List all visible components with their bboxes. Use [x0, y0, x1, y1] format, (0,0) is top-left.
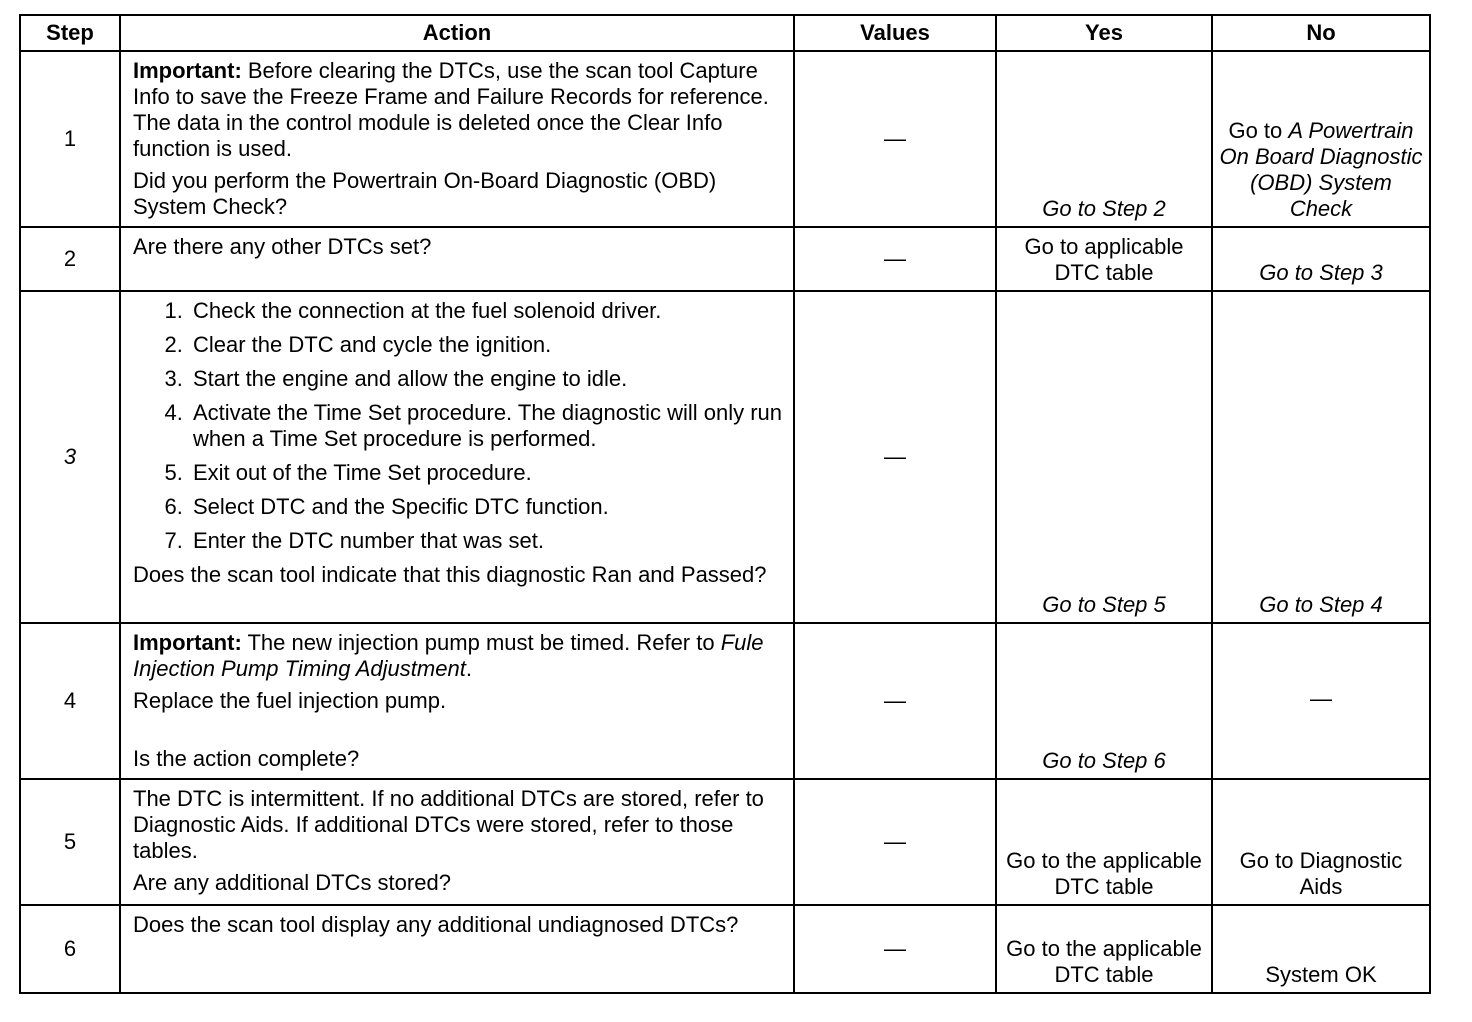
important-end: . [465, 656, 472, 681]
timing-adjustment-link[interactable]: Fule Injection Pump Timing Adjustment [133, 630, 764, 681]
values-cell: — [794, 227, 996, 291]
no-cell: Go to Step 4 [1212, 291, 1430, 623]
yes-cell: Go to Step 2 [996, 51, 1212, 227]
values-cell: — [794, 51, 996, 227]
action-question: Are any additional DTCs stored? [133, 870, 451, 895]
yes-cell: Go to the applicable DTC table [996, 905, 1212, 993]
table-row-step-3 [20, 291, 1430, 623]
list-item: 1. Check the connection at the fuel solenoid driver. [189, 298, 783, 324]
procedure-list [133, 298, 783, 554]
important-note [133, 630, 783, 682]
table-row-step-1 [20, 51, 1430, 227]
yes-cell: Go to Step 5 [996, 291, 1212, 623]
header-step: Step [20, 15, 120, 51]
important-text: The new injection pump must be timed. Refer to [241, 630, 721, 655]
no-cell [1212, 51, 1430, 227]
list-item: 7. Enter the DTC number that was set. [189, 528, 783, 554]
action-cell [120, 291, 794, 623]
step-number: 5 [20, 779, 120, 905]
action-question: Did you perform the Powertrain On-Board Diagnostic (OBD) System Check? [133, 168, 717, 219]
no-prefix: Go to [1228, 118, 1289, 143]
important-note [133, 58, 783, 162]
step-number: 4 [20, 623, 120, 779]
action-cell [120, 905, 794, 993]
table-row-step-6 [20, 905, 1430, 993]
diagnostic-table [19, 14, 1431, 994]
values-cell: — [794, 779, 996, 905]
values-cell: — [794, 623, 996, 779]
action-cell [120, 623, 794, 779]
important-label: Important: [133, 58, 242, 83]
action-text: The DTC is intermittent. If no additional DTCs are stored, refer to Diagnostic Aids. If additional DTCs were stored, refer to those tables. [133, 786, 764, 863]
step-number: 6 [20, 905, 120, 993]
no-cell: Go to Step 3 [1212, 227, 1430, 291]
list-item: 5. Exit out of the Time Set procedure. [189, 460, 783, 486]
yes-cell: Go to the applicable DTC table [996, 779, 1212, 905]
step-number: 1 [20, 51, 120, 227]
list-item: 4. Activate the Time Set procedure. The diagnostic will only run when a Time Set procedure is performed. [189, 400, 783, 452]
obd-system-check-link[interactable]: A Powertrain On Board Diagnostic (OBD) System Check [1219, 118, 1423, 221]
header-yes: Yes [996, 15, 1212, 51]
no-cell: System OK [1212, 905, 1430, 993]
table-row-step-2 [20, 227, 1430, 291]
important-text: Before clearing the DTCs, use the scan tool Capture Info to save the Freeze Frame and Failure Records for reference. The data in the control module is deleted once the Clear Info function is used. [133, 58, 769, 161]
action-question: Is the action complete? [133, 746, 360, 771]
step-number: 2 [20, 227, 120, 291]
action-question: Are there any other DTCs set? [133, 234, 432, 259]
action-question: Does the scan tool indicate that this diagnostic Ran and Passed? [133, 562, 767, 587]
yes-cell: Go to Step 6 [996, 623, 1212, 779]
header-no: No [1212, 15, 1430, 51]
yes-cell: Go to applicable DTC table [996, 227, 1212, 291]
header-values: Values [794, 15, 996, 51]
important-label: Important: [133, 630, 242, 655]
header-row [20, 15, 1430, 51]
list-item: 2. Clear the DTC and cycle the ignition. [189, 332, 783, 358]
spacer [133, 720, 783, 746]
no-cell: — [1212, 623, 1430, 779]
list-item: 3. Start the engine and allow the engine to idle. [189, 366, 783, 392]
action-instruction: Replace the fuel injection pump. [133, 688, 447, 713]
action-cell [120, 227, 794, 291]
values-cell: — [794, 905, 996, 993]
table-row-step-4 [20, 623, 1430, 779]
action-question: Does the scan tool display any additional undiagnosed DTCs? [133, 912, 739, 937]
action-cell [120, 51, 794, 227]
no-cell: Go to Diagnostic Aids [1212, 779, 1430, 905]
action-cell [120, 779, 794, 905]
header-action: Action [120, 15, 794, 51]
values-cell: — [794, 291, 996, 623]
table-row-step-5 [20, 779, 1430, 905]
step-number: 3 [20, 291, 120, 623]
list-item: 6. Select DTC and the Specific DTC function. [189, 494, 783, 520]
